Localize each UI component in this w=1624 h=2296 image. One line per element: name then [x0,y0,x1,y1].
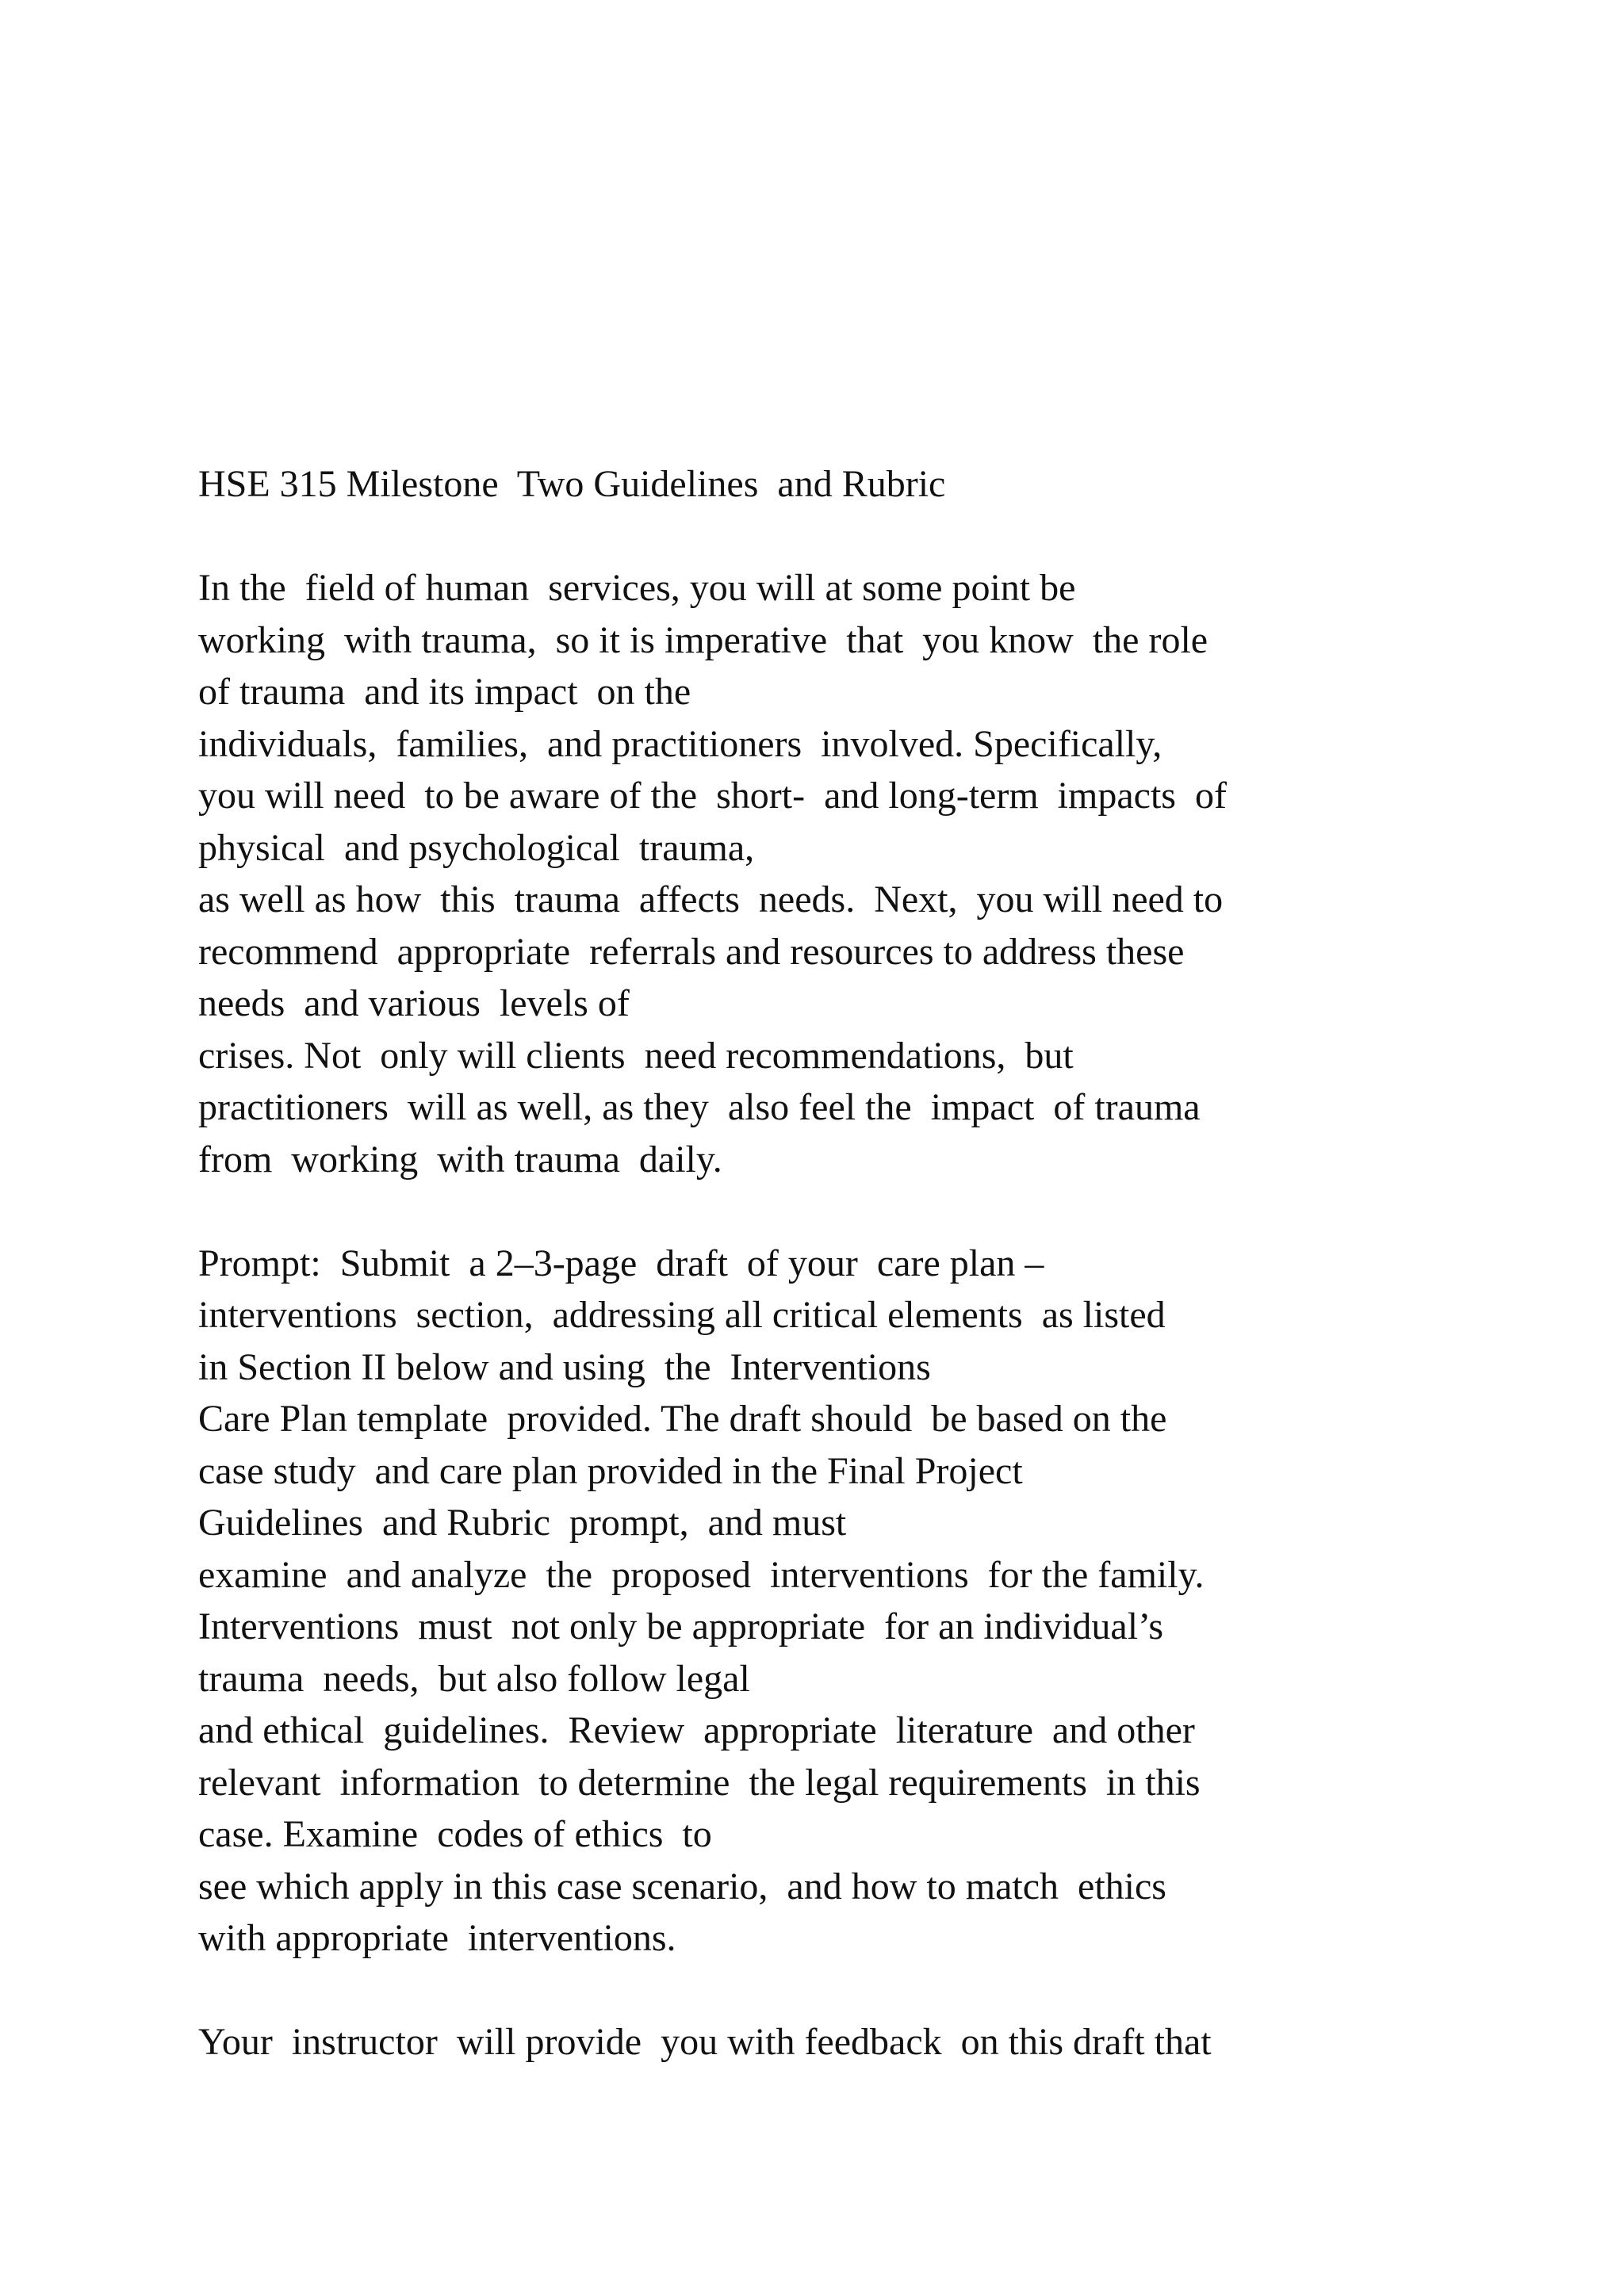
text-line: In the field of human services, you will at some point be [198,567,1076,609]
text-line: you will need to be aware of the short- and long-term impacts of [198,775,1227,817]
text-line: relevant information to determine the legal requirements in this [198,1761,1201,1804]
text-line: Interventions must not only be appropriate for an individual’s [198,1605,1164,1647]
text-line: Guidelines and Rubric prompt, and must [198,1502,847,1544]
text-line: needs and various levels of [198,982,630,1024]
text-line: with appropriate interventions. [198,1917,676,1959]
text-line: physical and psychological trauma, [198,826,755,869]
text-line: trauma needs, but also follow legal [198,1657,750,1700]
document-body [198,458,1530,2068]
paragraph-spacer [198,1185,1530,1238]
text-line: case. Examine codes of ethics to [198,1813,712,1855]
text-line: in Section II below and using the Interventions [198,1345,931,1388]
text-line: as well as how this trauma affects needs. Next, you will need to [198,878,1224,920]
paragraph-spacer [198,511,1530,563]
text-line: practitioners will as well, as they also feel the impact of trauma [198,1086,1201,1128]
text-line: case study and care plan provided in the Final Project [198,1449,1023,1492]
text-line: from working with trauma daily. [198,1138,722,1181]
text-line: and ethical guidelines. Review appropriate literature and other [198,1709,1195,1751]
text-line: Care Plan template provided. The draft should be based on the [198,1398,1167,1440]
text-line: Prompt: Submit a 2–3-page draft of your care plan – [198,1242,1044,1284]
paragraph-feedback [198,2016,1530,2068]
text-line: examine and analyze the proposed interventions for the family. [198,1553,1205,1596]
paragraph-spacer [198,1965,1530,2017]
text-line: working with trauma, so it is imperative that you know the role [198,618,1208,661]
document-title: HSE 315 Milestone Two Guidelines and Rubric [198,463,946,505]
text-line: interventions section, addressing all critical elements as listed [198,1294,1166,1336]
text-line: crises. Not only will clients need recommendations, but [198,1034,1074,1077]
text-line: individuals, families, and practitioners involved. Specifically, [198,722,1162,765]
text-line: of trauma and its impact on the [198,671,691,713]
paragraph-prompt [198,1238,1530,1965]
text-line: recommend appropriate referrals and resources to address these [198,930,1185,973]
text-line: Your instructor will provide you with feedback on this draft that [198,2021,1212,2063]
paragraph-intro [198,562,1530,1185]
text-line: see which apply in this case scenario, and how to match ethics [198,1865,1166,1908]
